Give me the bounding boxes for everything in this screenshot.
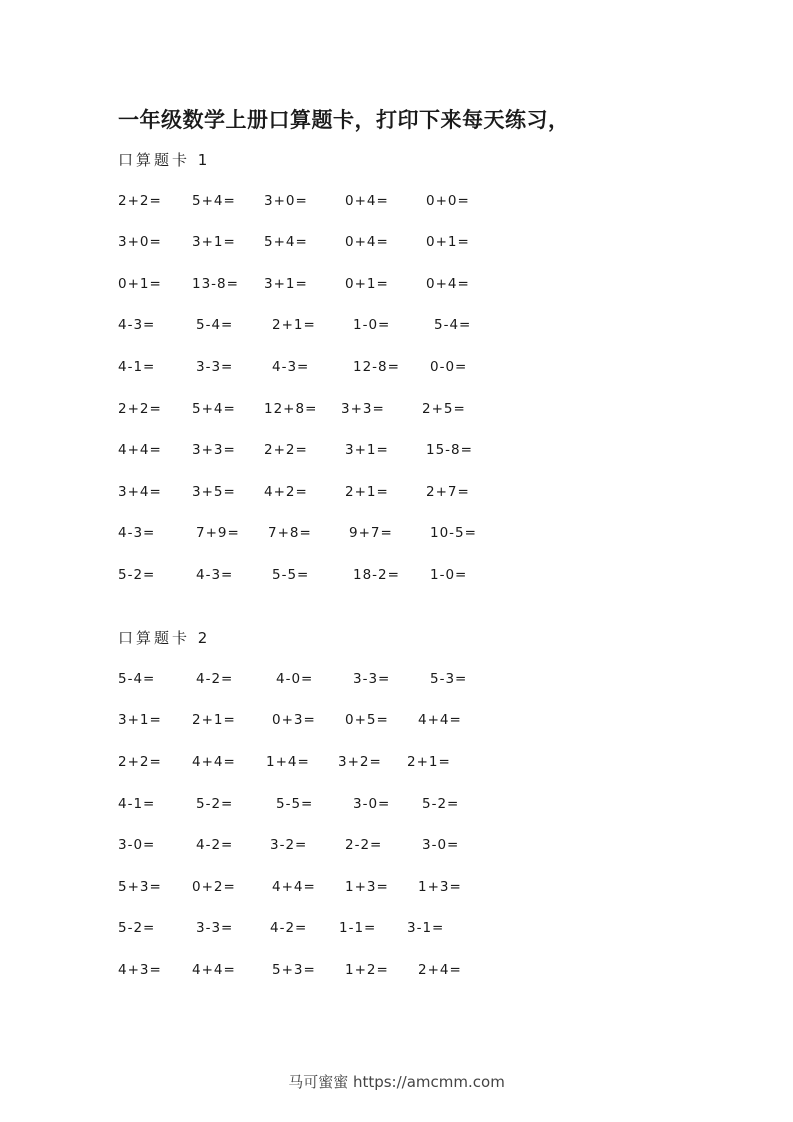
arithmetic-problem: 4+3=	[118, 962, 162, 978]
arithmetic-problem: 5-2=	[118, 920, 156, 936]
card-1-title: 口算题卡 1	[118, 151, 211, 169]
arithmetic-problem: 4+4=	[418, 712, 462, 728]
arithmetic-problem: 4+2=	[264, 484, 308, 500]
arithmetic-problem: 10-5=	[430, 525, 477, 541]
arithmetic-problem: 5+4=	[192, 401, 236, 417]
arithmetic-problem: 0+2=	[192, 879, 236, 895]
arithmetic-problem: 3+4=	[118, 484, 162, 500]
arithmetic-problem: 4-3=	[118, 525, 156, 541]
arithmetic-problem: 2+1=	[407, 754, 451, 770]
arithmetic-problem: 5+4=	[264, 234, 308, 250]
arithmetic-problem: 4-3=	[118, 317, 156, 333]
arithmetic-problem: 3-3=	[353, 671, 391, 687]
arithmetic-problem: 2+2=	[118, 754, 162, 770]
arithmetic-problem: 3+0=	[118, 234, 162, 250]
arithmetic-problem: 3-2=	[270, 837, 308, 853]
arithmetic-problem: 1+3=	[345, 879, 389, 895]
arithmetic-problem: 3+5=	[192, 484, 236, 500]
arithmetic-problem: 2+2=	[118, 401, 162, 417]
arithmetic-problem: 1+4=	[266, 754, 310, 770]
arithmetic-problem: 5+3=	[272, 962, 316, 978]
arithmetic-problem: 4-2=	[270, 920, 308, 936]
arithmetic-problem: 9+7=	[349, 525, 393, 541]
arithmetic-problem: 4+4=	[118, 442, 162, 458]
arithmetic-problem: 5-4=	[196, 317, 234, 333]
arithmetic-problem: 1+2=	[345, 962, 389, 978]
arithmetic-problem: 4-3=	[272, 359, 310, 375]
arithmetic-problem: 7+8=	[268, 525, 312, 541]
arithmetic-problem: 13-8=	[192, 276, 239, 292]
arithmetic-problem: 0+4=	[426, 276, 470, 292]
arithmetic-problem: 3-3=	[196, 920, 234, 936]
arithmetic-problem: 5-5=	[276, 796, 314, 812]
arithmetic-problem: 0+4=	[345, 193, 389, 209]
arithmetic-problem: 12+8=	[264, 401, 318, 417]
arithmetic-problem: 3-0=	[353, 796, 391, 812]
arithmetic-problem: 2+4=	[418, 962, 462, 978]
arithmetic-problem: 3-3=	[196, 359, 234, 375]
arithmetic-problem: 12-8=	[353, 359, 400, 375]
arithmetic-problem: 3+1=	[192, 234, 236, 250]
arithmetic-problem: 5-3=	[430, 671, 468, 687]
arithmetic-problem: 4+4=	[192, 754, 236, 770]
arithmetic-problem: 5-2=	[196, 796, 234, 812]
arithmetic-problem: 5-2=	[422, 796, 460, 812]
arithmetic-problem: 4-2=	[196, 671, 234, 687]
arithmetic-problem: 2+1=	[345, 484, 389, 500]
arithmetic-problem: 2+5=	[422, 401, 466, 417]
arithmetic-problem: 2+1=	[192, 712, 236, 728]
arithmetic-problem: 15-8=	[426, 442, 473, 458]
arithmetic-problem: 5-5=	[272, 567, 310, 583]
arithmetic-problem: 5+4=	[192, 193, 236, 209]
page-title: 一年级数学上册口算题卡，打印下来每天练习，	[118, 108, 570, 132]
arithmetic-problem: 4+4=	[192, 962, 236, 978]
arithmetic-problem: 18-2=	[353, 567, 400, 583]
arithmetic-problem: 3+1=	[118, 712, 162, 728]
arithmetic-problem: 5+3=	[118, 879, 162, 895]
arithmetic-problem: 4-0=	[276, 671, 314, 687]
arithmetic-problem: 0+3=	[272, 712, 316, 728]
arithmetic-problem: 3+2=	[338, 754, 382, 770]
arithmetic-problem: 0+1=	[426, 234, 470, 250]
arithmetic-problem: 3+1=	[345, 442, 389, 458]
arithmetic-problem: 4-1=	[118, 796, 156, 812]
card-2-title: 口算题卡 2	[118, 629, 211, 647]
arithmetic-problem: 2-2=	[345, 837, 383, 853]
arithmetic-problem: 3-0=	[118, 837, 156, 853]
arithmetic-problem: 3+1=	[264, 276, 308, 292]
arithmetic-problem: 2+2=	[118, 193, 162, 209]
arithmetic-problem: 5-2=	[118, 567, 156, 583]
arithmetic-problem: 5-4=	[118, 671, 156, 687]
arithmetic-problem: 7+9=	[196, 525, 240, 541]
arithmetic-problem: 3+0=	[264, 193, 308, 209]
arithmetic-problem: 0+0=	[426, 193, 470, 209]
arithmetic-problem: 4-1=	[118, 359, 156, 375]
arithmetic-problem: 3-1=	[407, 920, 445, 936]
arithmetic-problem: 2+7=	[426, 484, 470, 500]
arithmetic-problem: 0+1=	[118, 276, 162, 292]
arithmetic-problem: 0-0=	[430, 359, 468, 375]
arithmetic-problem: 0+5=	[345, 712, 389, 728]
arithmetic-problem: 5-4=	[434, 317, 472, 333]
arithmetic-problem: 0+4=	[345, 234, 389, 250]
arithmetic-problem: 4+4=	[272, 879, 316, 895]
arithmetic-problem: 2+1=	[272, 317, 316, 333]
arithmetic-problem: 0+1=	[345, 276, 389, 292]
arithmetic-problem: 4-2=	[196, 837, 234, 853]
arithmetic-problem: 2+2=	[264, 442, 308, 458]
arithmetic-problem: 4-3=	[196, 567, 234, 583]
arithmetic-problem: 3+3=	[192, 442, 236, 458]
arithmetic-problem: 1-1=	[339, 920, 377, 936]
arithmetic-problem: 1-0=	[353, 317, 391, 333]
arithmetic-problem: 1-0=	[430, 567, 468, 583]
footer-text: 马可蜜蜜 https://amcmm.com	[288, 1073, 505, 1091]
arithmetic-problem: 1+3=	[418, 879, 462, 895]
arithmetic-problem: 3-0=	[422, 837, 460, 853]
arithmetic-problem: 3+3=	[341, 401, 385, 417]
